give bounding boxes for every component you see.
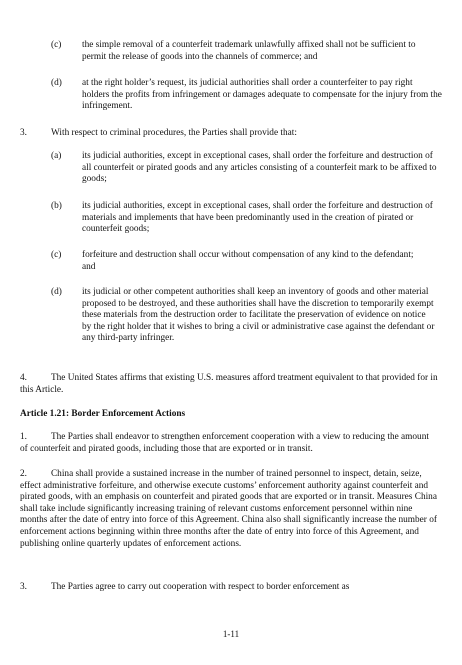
page-number: 1-11 — [222, 629, 240, 639]
paragraph-text: The United States affirms that existing U.S. measures afford treatment equivalent to that provided for in this Article. — [20, 373, 438, 395]
paragraph-label: 1. — [20, 432, 27, 442]
item-text: at the right holder’s request, its judicial authorities shall order a counterfeiter to pay right holders the profits from infringement or damages adequate to compensate for the injury from the infringement. — [82, 78, 442, 112]
item-text: its judicial or other competent authorities shall keep an inventory of goods and other material proposed to be destroyed, and these authorities shall have the discretion to temporarily exempt these materials from the destruction order to facilitate the preservation of evidence on notice by the right holder that it wishes to bring a civil or administrative case against the defendant or any third-party infringer. — [82, 287, 435, 344]
paragraph-text: The Parties shall endeavor to strengthen enforcement cooperation with a view to reducing the amount of counterfeit and pirated goods, including those that are exported or in transit. — [20, 432, 429, 454]
paragraph-text: The Parties agree to carry out cooperation with respect to border enforcement as — [50, 582, 350, 592]
article-paragraph — [20, 432, 438, 455]
item-label: 3. — [20, 128, 27, 138]
paragraph-text: China shall provide a sustained increase in the number of trained personnel to inspect, detain, seize, effect administrative forfeiture, and otherwise execute customs’ enforcement authority against counterfeit and pirated goods, with an emphasis on counterfeit and pirated goods that are exported or in transit. Measures China shall take include significantly increasing training of relevant customs enforcement personnel within nine months after the date of entry into force of this Agreement. China also shall significantly increase the number of enforcement actions beginning within three months after the date of entry into force of this Agreement, and publishing online quarterly updates of enforcement actions. — [20, 469, 437, 549]
paragraph-4 — [20, 373, 438, 396]
item-label: (b) — [51, 201, 62, 211]
paragraph-label: 2. — [20, 469, 27, 479]
item-label: (d) — [51, 287, 62, 297]
item-text: With respect to criminal procedures, the Parties shall provide that: — [51, 128, 297, 138]
paragraph-label: 4. — [20, 373, 27, 383]
article-paragraph — [20, 469, 441, 550]
paragraph-label: 3. — [20, 582, 27, 592]
item-text: the simple removal of a counterfeit trademark unlawfully affixed shall not be sufficient to permit the release of goods into the channels of commerce; and — [82, 40, 416, 62]
item-text: its judicial authorities, except in exceptional cases, shall order the forfeiture and destruction of all counterfeit or pirated goods and any articles consisting of a counterfeit mark to be affixed to goods; — [82, 151, 437, 185]
item-label: (a) — [51, 151, 62, 161]
item-text: its judicial authorities, except in exceptional cases, shall order the forfeiture and destruction of materials and implements that have been predominantly used in the creation of pirated or counterfeit goods; — [82, 201, 433, 235]
article-paragraph — [20, 582, 438, 594]
item-label: (c) — [51, 250, 62, 260]
article-heading: Article 1.21: Border Enforcement Actions — [20, 409, 186, 419]
item-label: (c) — [51, 40, 62, 50]
item-text: forfeiture and destruction shall occur without compensation of any kind to the defendant; and — [82, 250, 414, 272]
item-label: (d) — [51, 78, 62, 88]
